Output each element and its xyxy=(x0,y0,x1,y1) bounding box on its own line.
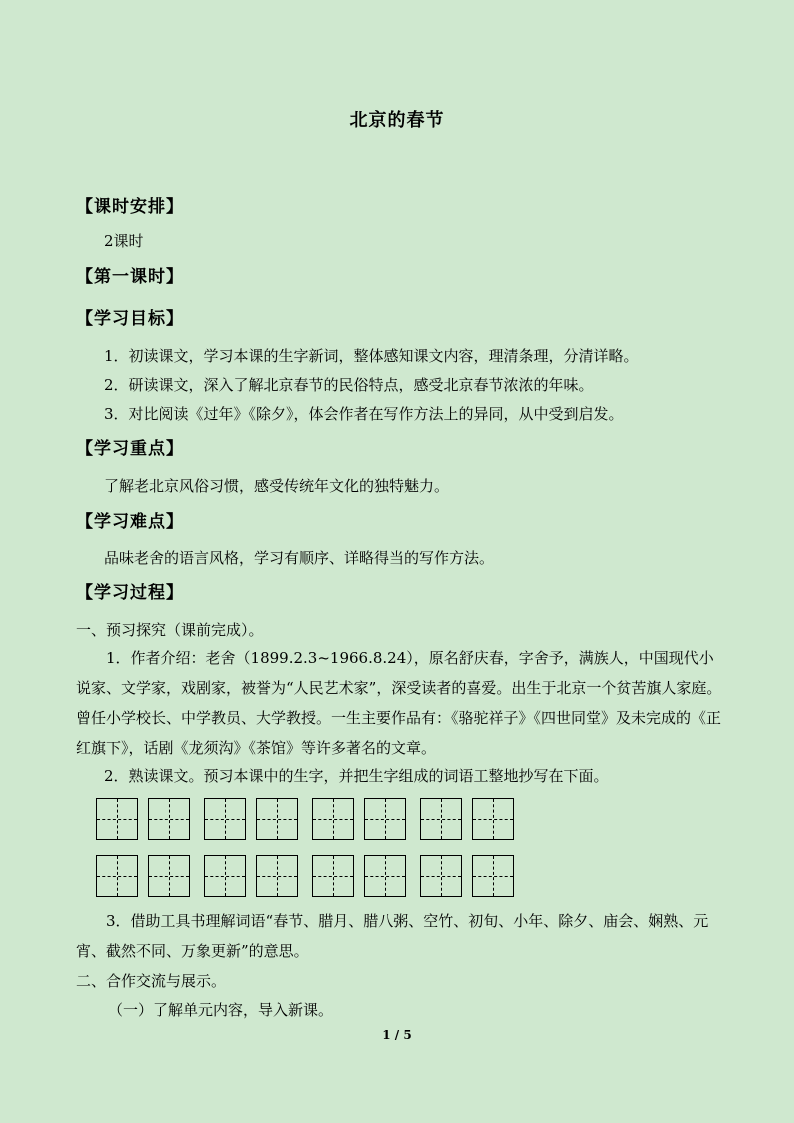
writing-cell[interactable] xyxy=(204,855,246,897)
writing-cell[interactable] xyxy=(420,798,462,840)
writing-grid-row-2 xyxy=(96,855,536,897)
writing-cell[interactable] xyxy=(204,798,246,840)
author-intro-paragraph: 1．作者介绍：老舍（1899.2.3~1966.8.24），原名舒庆春，字舍予，满族人，中国现代小说家、文学家，戏剧家，被誉为“人民艺术家”，深受读者的喜爱。出生于北京一个贫苦旗人家庭。曾任小学校长、中学教员、大学教授。一生主要作品有：《骆驼祥子》《四世同堂》及未完成的《正红旗下》，话剧《龙须沟》《茶馆》等许多著名的文章。 xyxy=(76,649,722,757)
lesson1-heading: 【第一课时】 xyxy=(76,267,184,287)
writing-cell[interactable] xyxy=(312,798,354,840)
writing-cell[interactable] xyxy=(148,855,190,897)
difficult-points-text: 品味老舍的语言风格，学习有顺序、详略得当的写作方法。 xyxy=(104,549,495,567)
writing-cell[interactable] xyxy=(312,855,354,897)
process-heading: 【学习过程】 xyxy=(76,583,184,603)
writing-cell[interactable] xyxy=(96,855,138,897)
schedule-value: 2课时 xyxy=(104,232,144,250)
key-points-heading: 【学习重点】 xyxy=(76,439,184,459)
writing-cell[interactable] xyxy=(420,855,462,897)
writing-cell[interactable] xyxy=(472,798,514,840)
part1-heading: 一、预习探究（课前完成）。 xyxy=(76,621,264,639)
read-instruction: 2．熟读课文。预习本课中的生字，并把生字组成的词语工整地抄写在下面。 xyxy=(104,767,609,785)
goal-item-2: 2．研读课文，深入了解北京春节的民俗特点，感受北京春节浓浓的年味。 xyxy=(104,376,594,394)
writing-grid-row-1 xyxy=(96,798,536,840)
part2-subheading: （一）了解单元内容，导入新课。 xyxy=(108,1001,334,1019)
part2-heading: 二、合作交流与展示。 xyxy=(76,972,227,990)
document-title: 北京的春节 xyxy=(349,110,445,131)
schedule-heading: 【课时安排】 xyxy=(76,197,184,217)
key-points-text: 了解老北京风俗习惯，感受传统年文化的独特魅力。 xyxy=(104,477,450,495)
writing-cell[interactable] xyxy=(96,798,138,840)
writing-cell[interactable] xyxy=(148,798,190,840)
writing-cell[interactable] xyxy=(256,855,298,897)
writing-cell[interactable] xyxy=(364,855,406,897)
writing-cell[interactable] xyxy=(472,855,514,897)
page-number: 1 / 5 xyxy=(382,1028,412,1042)
difficult-points-heading: 【学习难点】 xyxy=(76,512,184,532)
goal-item-1: 1．初读课文，学习本课的生字新词，整体感知课文内容，理清条理，分清详略。 xyxy=(104,347,639,365)
writing-cell[interactable] xyxy=(364,798,406,840)
writing-cell[interactable] xyxy=(256,798,298,840)
goals-heading: 【学习目标】 xyxy=(76,309,184,329)
goal-item-3: 3．对比阅读《过年》《除夕》，体会作者在写作方法上的异同，从中受到启发。 xyxy=(104,405,624,423)
vocab-paragraph: 3．借助工具书理解词语“春节、腊月、腊八粥、空竹、初旬、小年、除夕、庙会、娴熟、元宵、截然不同、万象更新”的意思。 xyxy=(76,912,709,960)
